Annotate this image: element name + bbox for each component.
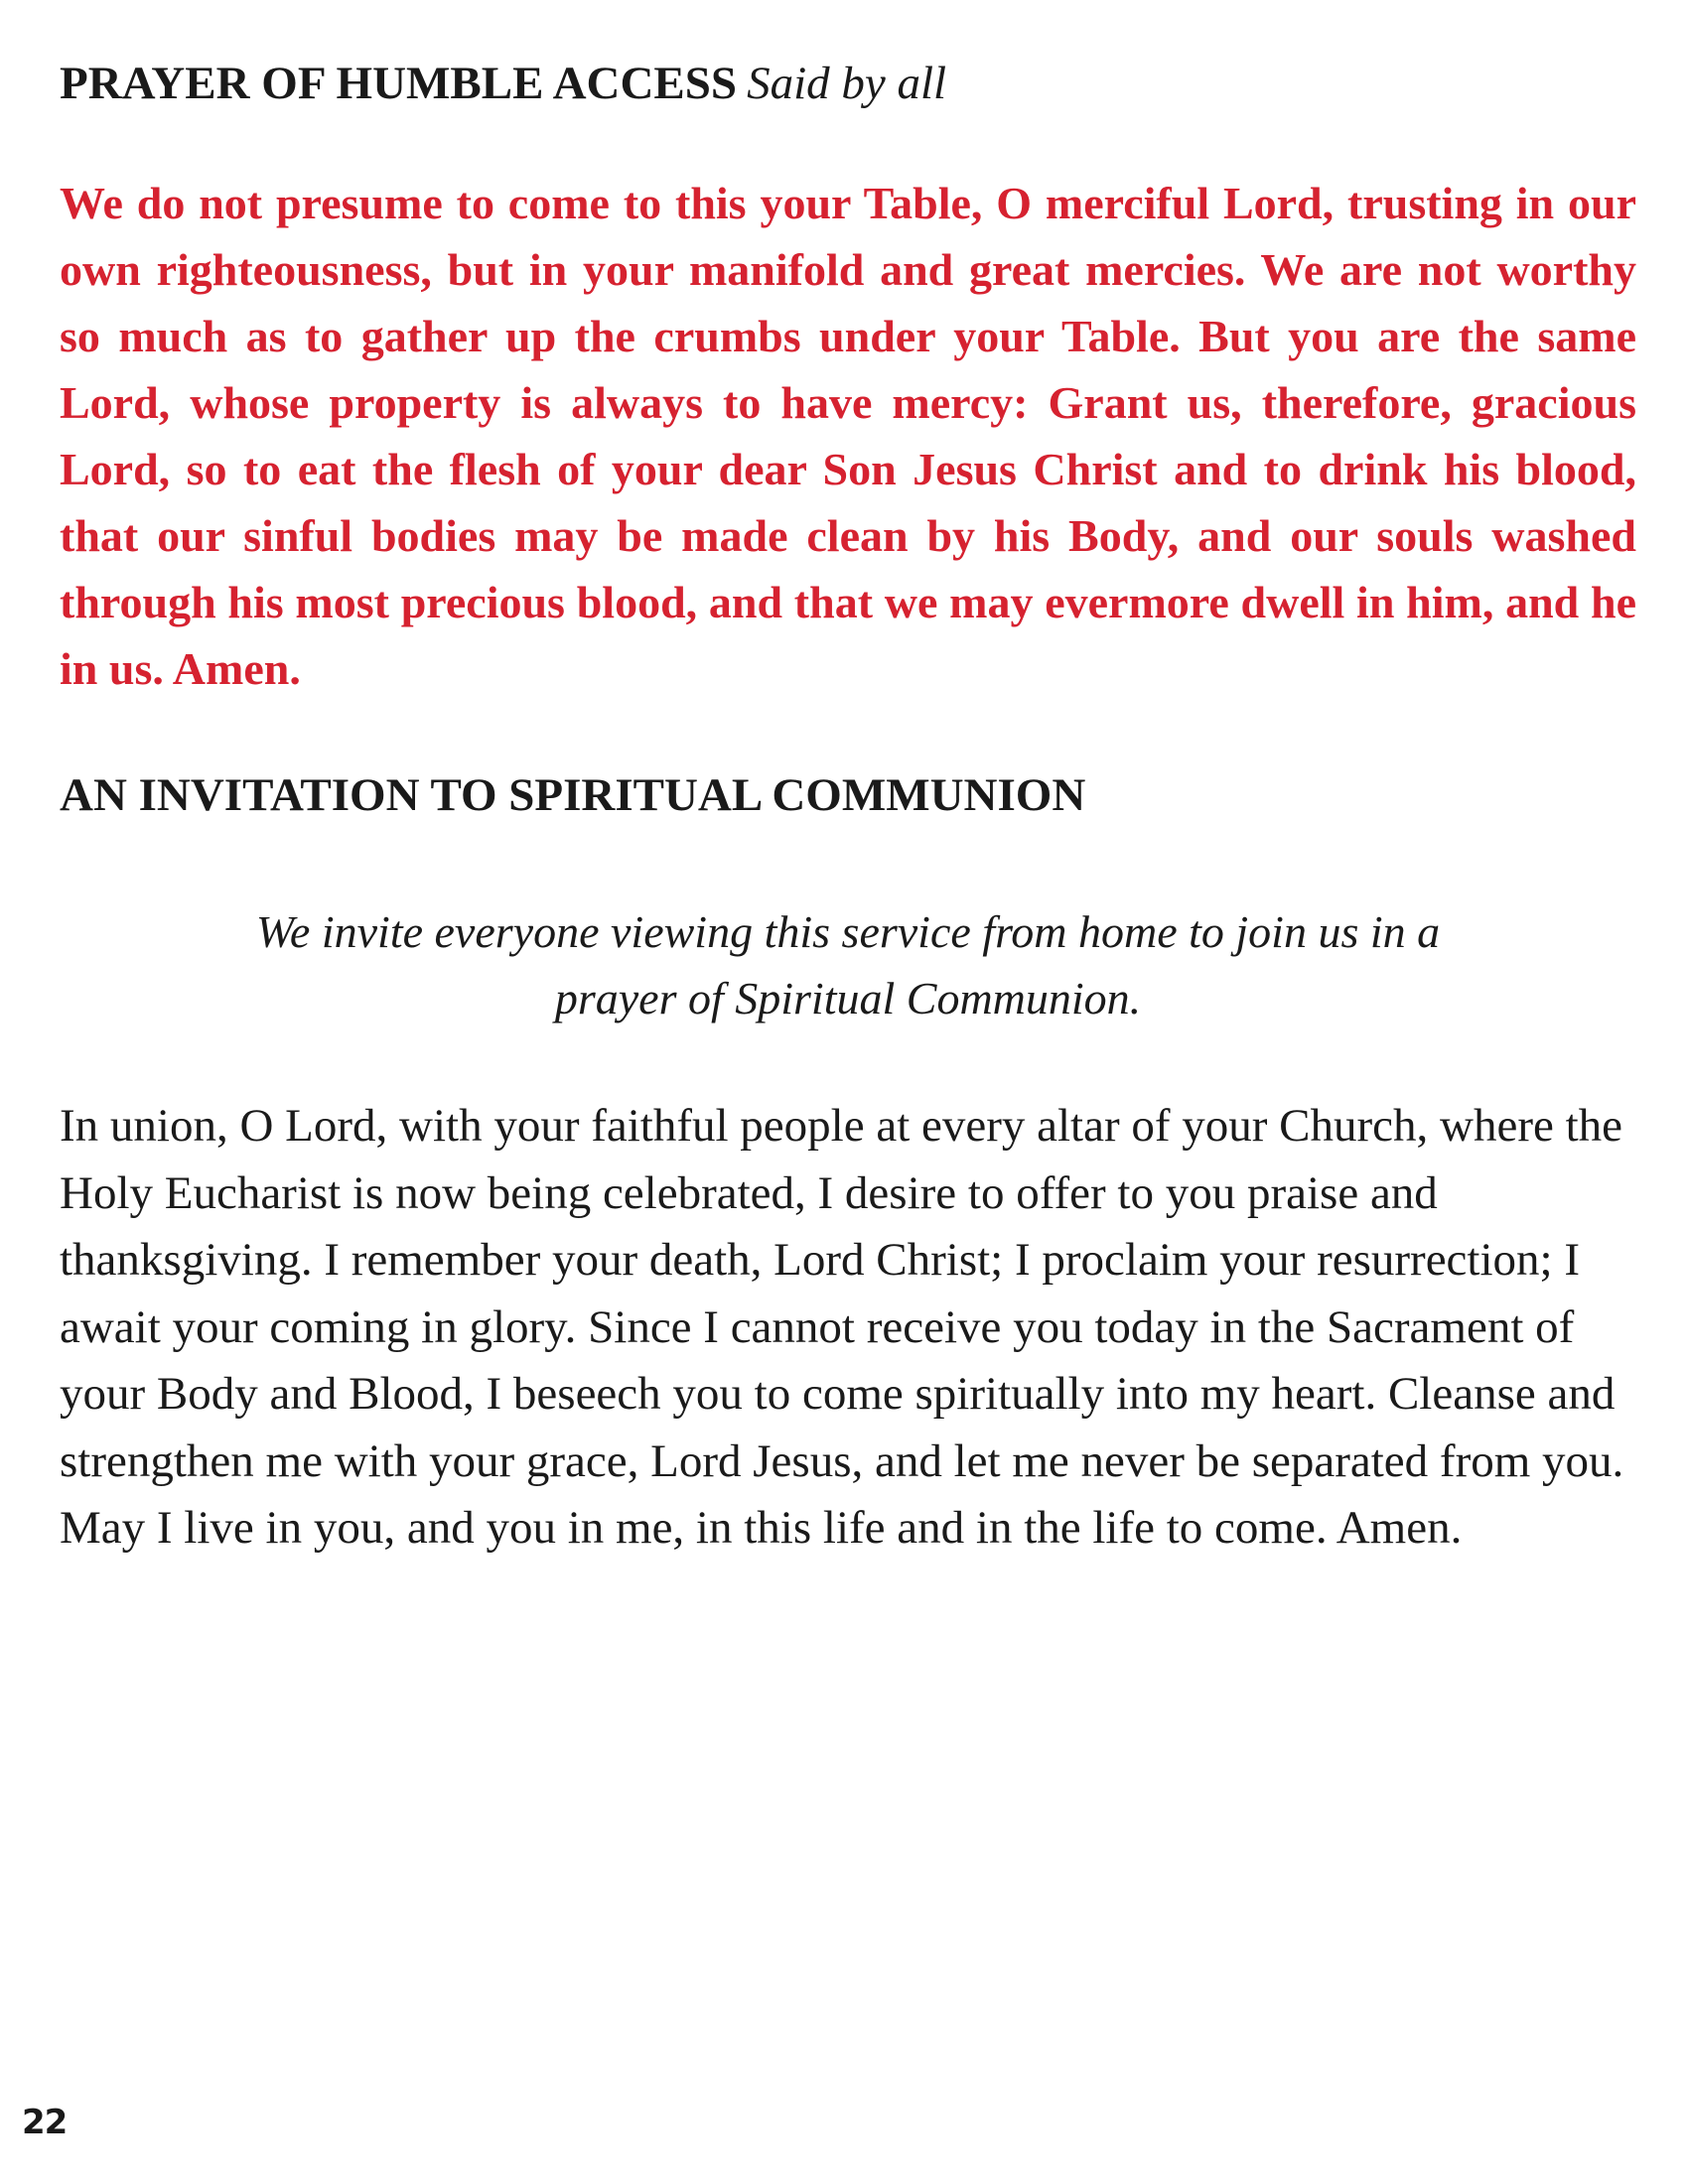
spiritual-communion-prayer: In union, O Lord, with your faithful people at every altar of your Church, where the Holy Eucharist is now being celebrated, I desire to offer to you praise and thanksgiving. I remember your death, Lord Christ; I proclaim your resurrection; I await your coming in glory. Since I cannot receive you today in the Sacrament of your Body and Blood, I beseech you to come spiritually into my heart. Cleanse and strengthen me with your grace, Lord Jesus, and let me never be separated from you. May I live in you, and you in me, in this life and in the life to come. Amen. — [60, 1100, 1624, 1554]
document-page — [60, 52, 1636, 1609]
humble-access-heading — [60, 52, 1636, 115]
humble-access-prayer: We do not presume to come to this your Table, O merciful Lord, trusting in our own righteousness, but in your manifold and great mercies. We are not worthy so much as to gather up the crumbs under your Table. But you are the same Lord, whose property is always to have mercy: Grant us, therefore, gracious Lord, so to eat the flesh of your dear Son Jesus Christ and to drink his blood, that our sinful bodies may be made clean by his Body, and our souls washed through his most precious blood, and that we may evermore dwell in him, and he in us. Amen. — [60, 178, 1636, 694]
invitation-line-2: prayer of Spiritual Communion. — [554, 973, 1142, 1024]
spiritual-communion-heading: AN INVITATION TO SPIRITUAL COMMUNION — [60, 769, 1086, 821]
invitation-text — [60, 898, 1636, 1031]
humble-access-title: PRAYER OF HUMBLE ACCESS — [60, 58, 738, 109]
page-number: 22 — [22, 2103, 68, 2142]
humble-access-rubric: Said by all — [747, 58, 947, 109]
invitation-line-1: We invite everyone viewing this service from home to join us in a — [255, 906, 1441, 957]
